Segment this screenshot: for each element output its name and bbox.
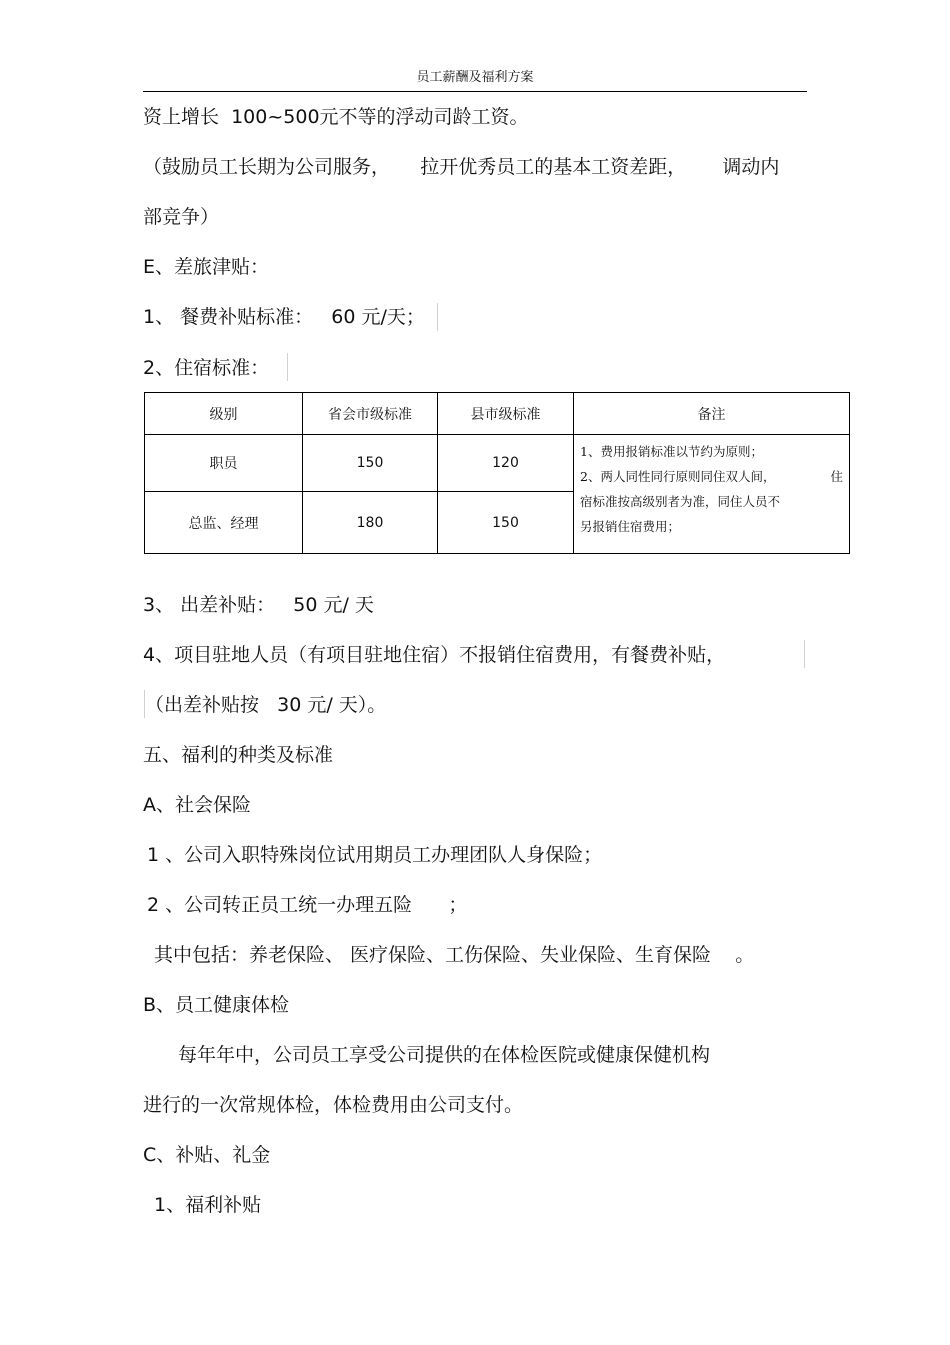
header-provincial: 省会市级标准 (303, 393, 438, 435)
section-five-heading: 五、福利的种类及标准 (143, 744, 334, 766)
project-allowance-line: （出差补贴按 30 元/ 天）。 (145, 694, 387, 716)
text-line-3: 部竞争） (143, 206, 220, 228)
note-line-1: 1、费用报销标准以节约为原则； (580, 444, 763, 459)
note-line-2 (580, 464, 843, 489)
table-header-row (145, 393, 850, 435)
text-cursor-mark (287, 353, 288, 381)
page-header-title: 员工薪酬及福利方案 (416, 70, 534, 85)
cell-notes (574, 435, 850, 554)
text-cursor-mark (804, 640, 805, 668)
text-line-1: 资上增长 100~500元不等的浮动司龄工资。 (143, 106, 529, 128)
cell-county: 150 (438, 492, 574, 554)
text-line-2: （鼓励员工长期为公司服务， 拉开优秀员工的基本工资差距， 调动内 (143, 156, 780, 178)
note-line-2a: 2、两人同性同行原则同住双人间， (580, 469, 776, 484)
health-check-text-2: 进行的一次常规体检，体检费用由公司支付。 (143, 1094, 524, 1116)
insurance-list: 其中包括：养老保险、 医疗保险、工伤保险、失业保险、生育保险 。 (154, 944, 755, 966)
travel-allowance-line: 3、 出差补贴： 50 元/ 天 (143, 594, 374, 616)
cell-provincial: 150 (303, 435, 438, 492)
cell-level: 职员 (145, 435, 303, 492)
section-e-heading: E、差旅津贴： (143, 256, 270, 278)
section-b-heading: B、员工健康体检 (143, 994, 290, 1016)
header-rule (143, 91, 807, 92)
cell-level: 总监、经理 (145, 492, 303, 554)
welfare-subsidy-heading: 1、福利补贴 (154, 1194, 262, 1216)
note-line-3: 宿标准按高级别者为准，同住人员不 (580, 494, 781, 509)
insurance-item-1: 1 、公司入职特殊岗位试用期员工办理团队人身保险； (147, 844, 603, 866)
section-a-heading: A、社会保险 (143, 794, 251, 816)
note-line-2b: 住 (830, 469, 843, 484)
text-cursor-mark (437, 303, 438, 331)
lodging-standard-line: 2、住宿标准： (143, 357, 270, 379)
project-staff-line: 4、项目驻地人员（有项目驻地住宿）不报销住宿费用，有餐费补贴， (143, 644, 726, 666)
note-line-4: 另报销住宿费用； (580, 519, 681, 534)
header-notes: 备注 (574, 393, 850, 435)
insurance-item-2: 2 、公司转正员工统一办理五险 ； (147, 894, 468, 916)
lodging-standard-table (144, 392, 850, 554)
header-county: 县市级标准 (438, 393, 574, 435)
header-level: 级别 (145, 393, 303, 435)
health-check-text-1: 每年年中，公司员工享受公司提供的在体检医院或健康保健机构 (178, 1044, 711, 1066)
meal-allowance-line: 1、 餐费补贴标准： 60 元/天； (143, 306, 425, 328)
cell-provincial: 180 (303, 492, 438, 554)
table-row (145, 435, 850, 492)
cell-county: 120 (438, 435, 574, 492)
section-c-heading: C、补贴、礼金 (143, 1144, 271, 1166)
